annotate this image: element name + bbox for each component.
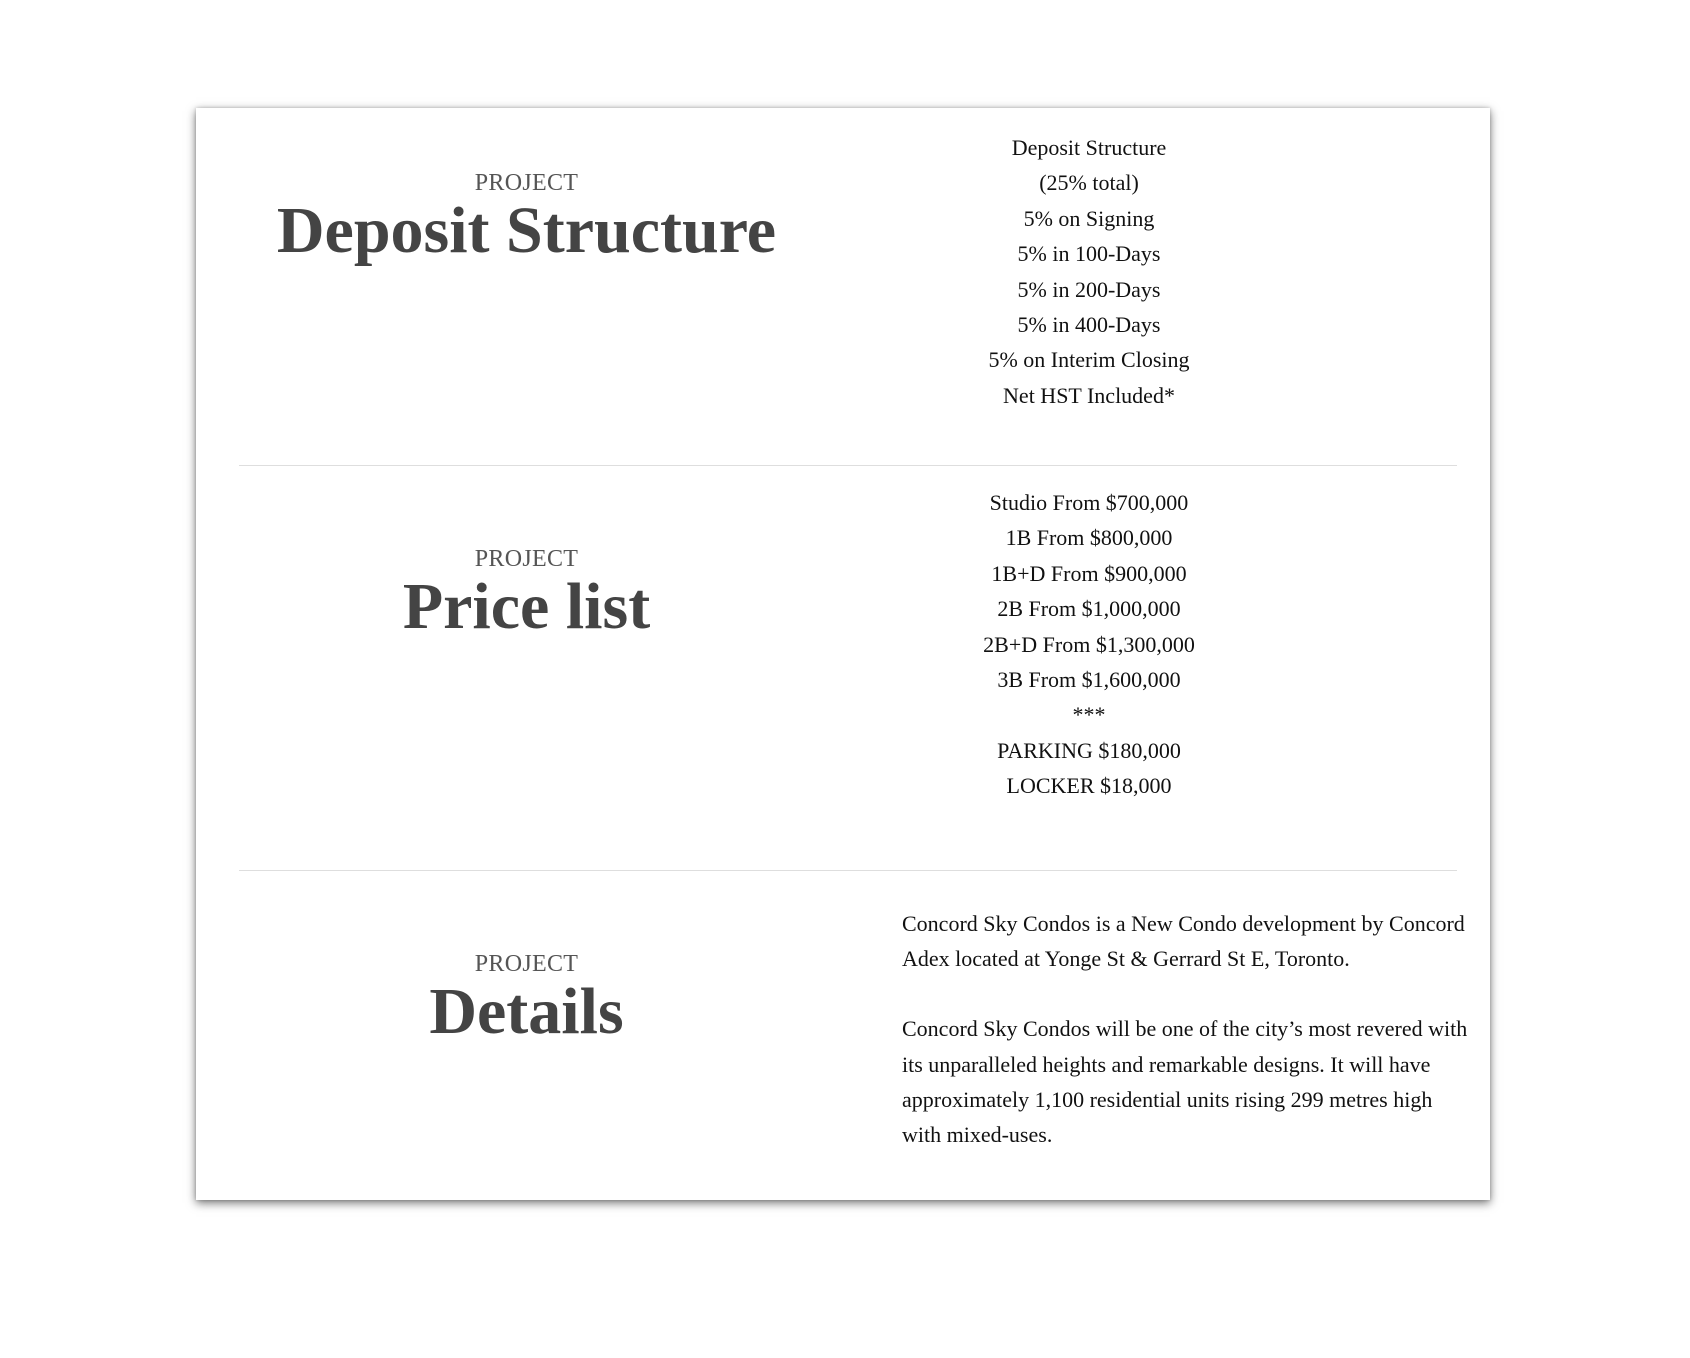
price-heading: Price list xyxy=(402,570,651,643)
details-heading-block xyxy=(239,949,814,1047)
deposit-heading: Deposit Structure xyxy=(276,194,777,267)
deposit-term-line: 5% on Signing xyxy=(1023,205,1155,231)
price-line: 2B+D From $1,300,000 xyxy=(983,631,1195,657)
deposit-term-line: 5% in 100-Days xyxy=(1017,241,1161,267)
price-line: 2B From $1,000,000 xyxy=(997,596,1181,622)
project-info-card xyxy=(196,108,1490,1200)
price-line: 1B From $800,000 xyxy=(1005,525,1173,551)
deposit-term-line: 5% on Interim Closing xyxy=(988,347,1190,373)
deposit-structure-section xyxy=(239,108,1457,465)
deposit-term-line: 5% in 200-Days xyxy=(1017,276,1161,302)
deposit-eyebrow: PROJECT xyxy=(474,170,579,196)
details-description xyxy=(902,906,1472,1187)
price-heading-block xyxy=(239,544,814,642)
details-section xyxy=(239,871,1468,1200)
details-eyebrow: PROJECT xyxy=(474,951,579,977)
price-line: PARKING $180,000 xyxy=(997,737,1181,763)
deposit-terms-list xyxy=(881,130,1297,413)
deposit-heading-block xyxy=(239,168,814,266)
details-paragraph: Concord Sky Condos will be one of the city’s most revered with its unparalleled heights and remarkable designs. It will have approximately 1,100 residential units rising 299 metres high with mixed-uses. xyxy=(902,1016,1468,1148)
price-line: Studio From $700,000 xyxy=(989,490,1189,515)
price-list-section xyxy=(239,466,1457,870)
price-line: LOCKER $18,000 xyxy=(1006,773,1172,799)
price-line: 1B+D From $900,000 xyxy=(991,560,1187,586)
details-heading: Details xyxy=(429,975,624,1048)
price-eyebrow: PROJECT xyxy=(474,546,579,572)
deposit-term-line: Deposit Structure xyxy=(1011,135,1167,160)
price-list xyxy=(881,485,1297,804)
price-separator: *** xyxy=(1072,702,1106,728)
details-paragraph: Concord Sky Condos is a New Condo development by Concord Adex located at Yonge St & Gerrard St E, Toronto. xyxy=(902,911,1465,972)
deposit-term-line: 5% in 400-Days xyxy=(1017,312,1161,338)
price-line: 3B From $1,600,000 xyxy=(997,667,1181,693)
deposit-term-line: (25% total) xyxy=(1039,170,1139,196)
deposit-term-line: Net HST Included* xyxy=(1003,382,1175,408)
